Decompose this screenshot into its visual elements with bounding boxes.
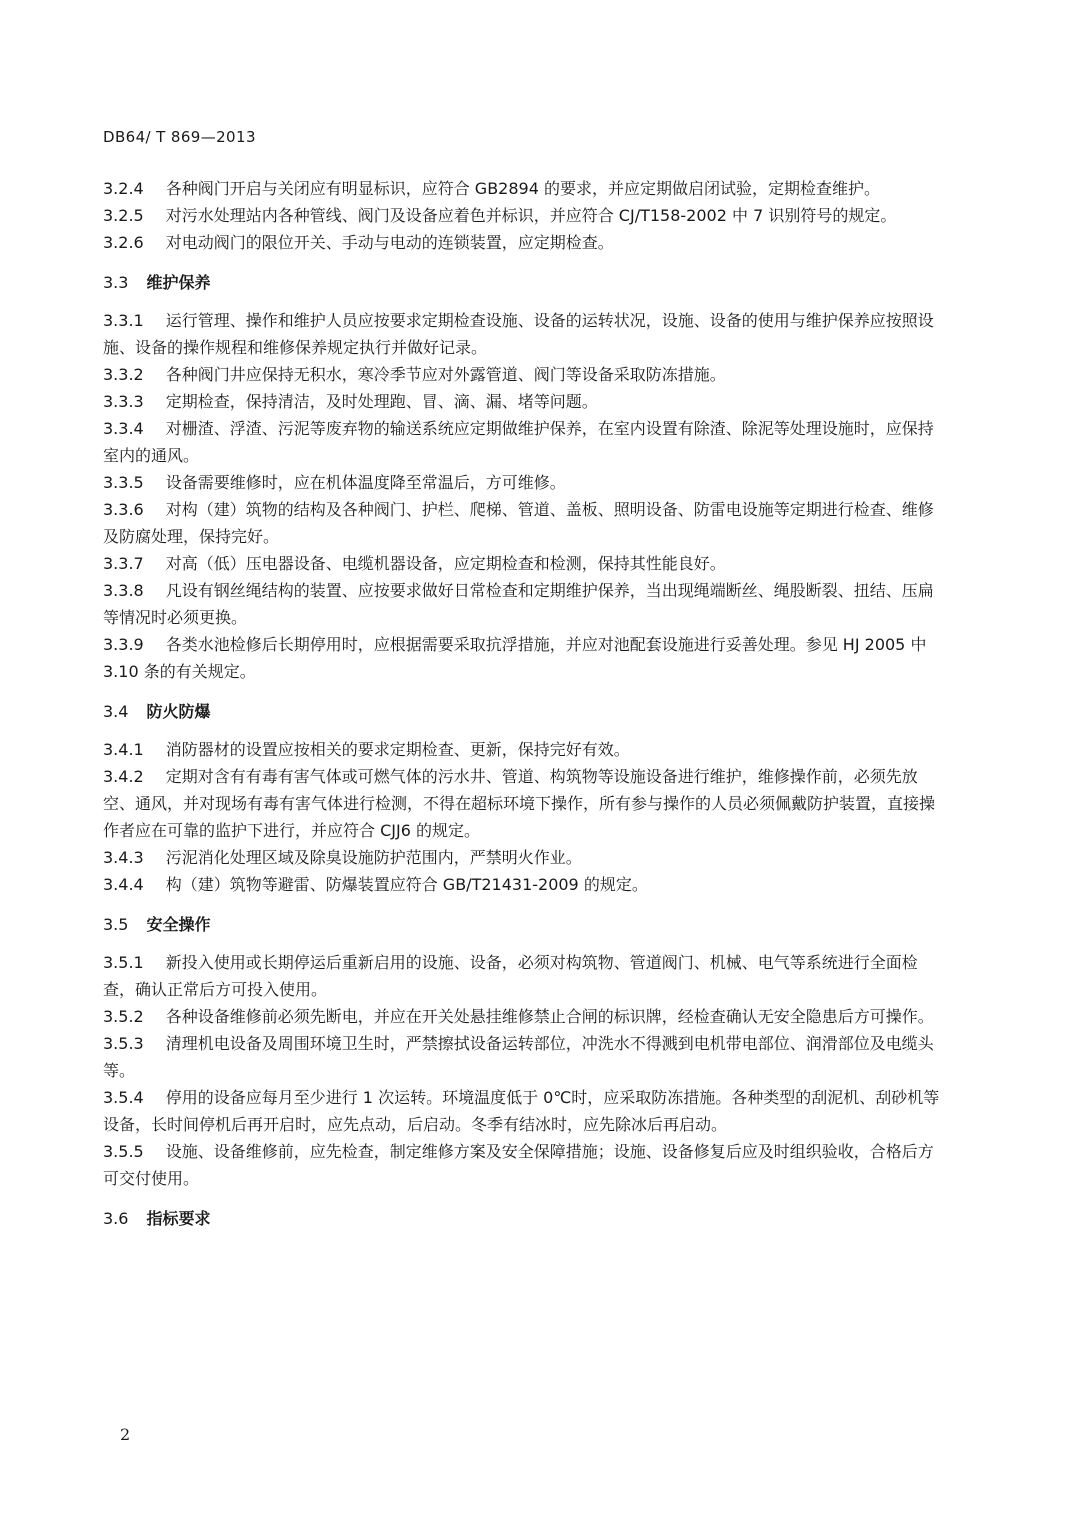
clause-text: 污泥消化处理区域及除臭设施防护范围内，严禁明火作业。 [165,848,582,867]
clause-text: 构（建）筑物等避雷、防爆装置应符合 GB/T21431-2009 的规定。 [165,875,648,894]
clause-number: 3.3.9 [103,635,144,654]
clause-text: 凡设有钢丝绳结构的装置、应按要求做好日常检查和定期维护保养，当出现绳端断丝、绳股断裂、扭结、压扁等情况时必须更换。 [103,581,934,627]
clause-number: 3.4.3 [103,848,144,867]
clause-number: 3.5.3 [103,1034,144,1053]
clause-text: 消防器材的设置应按相关的要求定期检查、更新，保持完好有效。 [165,740,630,759]
clause-number: 3.3.4 [103,419,144,438]
clause-paragraph [103,763,949,844]
clause-number: 3.3.1 [103,311,144,330]
clause-number: 3.3.6 [103,500,144,519]
clause-text: 对栅渣、浮渣、污泥等废弃物的输送系统应定期做维护保养，在室内设置有除渣、除泥等处理设施时，应保持室内的通风。 [103,419,934,465]
clause-paragraph [103,736,949,763]
section-heading [103,1205,949,1232]
document-body [103,175,949,1243]
clause-text: 各种阀门井应保持无积水，寒冷季节应对外露管道、阀门等设备采取防冻措施。 [165,365,726,384]
clause-text: 设施、设备维修前，应先检查，制定维修方案及安全保障措施；设施、设备修复后应及时组织验收，合格后方可交付使用。 [103,1142,934,1188]
clause-number: 3.5.2 [103,1007,144,1026]
clause-number: 3.5 [103,915,129,934]
clause-text: 防火防爆 [146,702,211,721]
clause-number: 3.5.5 [103,1142,144,1161]
clause-paragraph [103,229,949,256]
clause-text: 对污水处理站内各种管线、阀门及设备应着色并标识，并应符合 CJ/T158-2002 中 7 识别符号的规定。 [165,206,897,225]
clause-number: 3.6 [103,1209,129,1228]
clause-paragraph [103,550,949,577]
clause-number: 3.3.3 [103,392,144,411]
section-heading [103,269,949,296]
clause-text: 清理机电设备及周围环境卫生时，严禁擦拭设备运转部位，冲洗水不得溅到电机带电部位、润滑部位及电缆头等。 [103,1034,934,1080]
section-heading [103,911,949,938]
clause-number: 3.3 [103,273,129,292]
clause-paragraph [103,631,949,685]
clause-paragraph [103,1084,949,1138]
clause-number: 3.2.4 [103,179,144,198]
clause-text: 对构（建）筑物的结构及各种阀门、护栏、爬梯、管道、盖板、照明设备、防雷电设施等定期进行检查、维修及防腐处理，保持完好。 [103,500,934,546]
clause-number: 3.3.7 [103,554,144,573]
clause-paragraph [103,1003,949,1030]
clause-number: 3.3.2 [103,365,144,384]
clause-paragraph [103,361,949,388]
clause-number: 3.5.4 [103,1088,144,1107]
page-number: 2 [120,1425,131,1444]
clause-paragraph [103,388,949,415]
clause-number: 3.3.5 [103,473,144,492]
clause-paragraph [103,496,949,550]
clause-text: 新投入使用或长期停运后重新启用的设施、设备，必须对构筑物、管道阀门、机械、电气等系统进行全面检查，确认正常后方可投入使用。 [103,953,918,999]
section-heading [103,698,949,725]
clause-paragraph [103,949,949,1003]
clause-number: 3.2.5 [103,206,144,225]
clause-text: 定期对含有有毒有害气体或可燃气体的污水井、管道、构筑物等设施设备进行维护，维修操作前，必须先放空、通风，并对现场有毒有害气体进行检测，不得在超标环境下操作，所有参与操作的人员必须佩戴防护装置，直接操作者应在可靠的监护下进行，并应符合 CJJ6 的规定。 [103,767,936,840]
clause-text: 对高（低）压电器设备、电缆机器设备，应定期检查和检测，保持其性能良好。 [165,554,726,573]
clause-paragraph [103,307,949,361]
clause-text: 各类水池检修后长期停用时，应根据需要采取抗浮措施，并应对池配套设施进行妥善处理。参见 HJ 2005 中 3.10 条的有关规定。 [103,635,927,681]
clause-number: 3.4.1 [103,740,144,759]
clause-text: 维护保养 [146,273,211,292]
clause-number: 3.4.4 [103,875,144,894]
clause-number: 3.4 [103,702,129,721]
clause-number: 3.4.2 [103,767,144,786]
clause-text: 运行管理、操作和维护人员应按要求定期检查设施、设备的运转状况，设施、设备的使用与维护保养应按照设施、设备的操作规程和维修保养规定执行并做好记录。 [103,311,934,357]
clause-paragraph [103,871,949,898]
clause-paragraph [103,469,949,496]
clause-paragraph [103,175,949,202]
clause-paragraph [103,202,949,229]
clause-number: 3.5.1 [103,953,144,972]
clause-text: 停用的设备应每月至少进行 1 次运转。环境温度低于 0℃时，应采取防冻措施。各种类型的刮泥机、刮砂机等设备，长时间停机后再开启时，应先点动，后启动。冬季有结冰时，应先除冰后再启动。 [103,1088,940,1134]
clause-text: 指标要求 [146,1209,211,1228]
clause-text: 设备需要维修时，应在机体温度降至常温后，方可维修。 [165,473,566,492]
clause-paragraph [103,1030,949,1084]
clause-paragraph [103,844,949,871]
clause-text: 各种设备维修前必须先断电，并应在开关处悬挂维修禁止合闸的标识牌，经检查确认无安全隐患后方可操作。 [165,1007,934,1026]
clause-number: 3.3.8 [103,581,144,600]
clause-text: 安全操作 [146,915,211,934]
clause-text: 定期检查，保持清洁，及时处理跑、冒、滴、漏、堵等问题。 [165,392,598,411]
clause-paragraph [103,415,949,469]
clause-number: 3.2.6 [103,233,144,252]
clause-paragraph [103,577,949,631]
clause-paragraph [103,1138,949,1192]
clause-text: 对电动阀门的限位开关、手动与电动的连锁装置，应定期检查。 [165,233,614,252]
clause-text: 各种阀门开启与关闭应有明显标识，应符合 GB2894 的要求，并应定期做启闭试验，定期检查维护。 [165,179,880,198]
standard-code: DB64/ T 869—2013 [103,128,256,146]
